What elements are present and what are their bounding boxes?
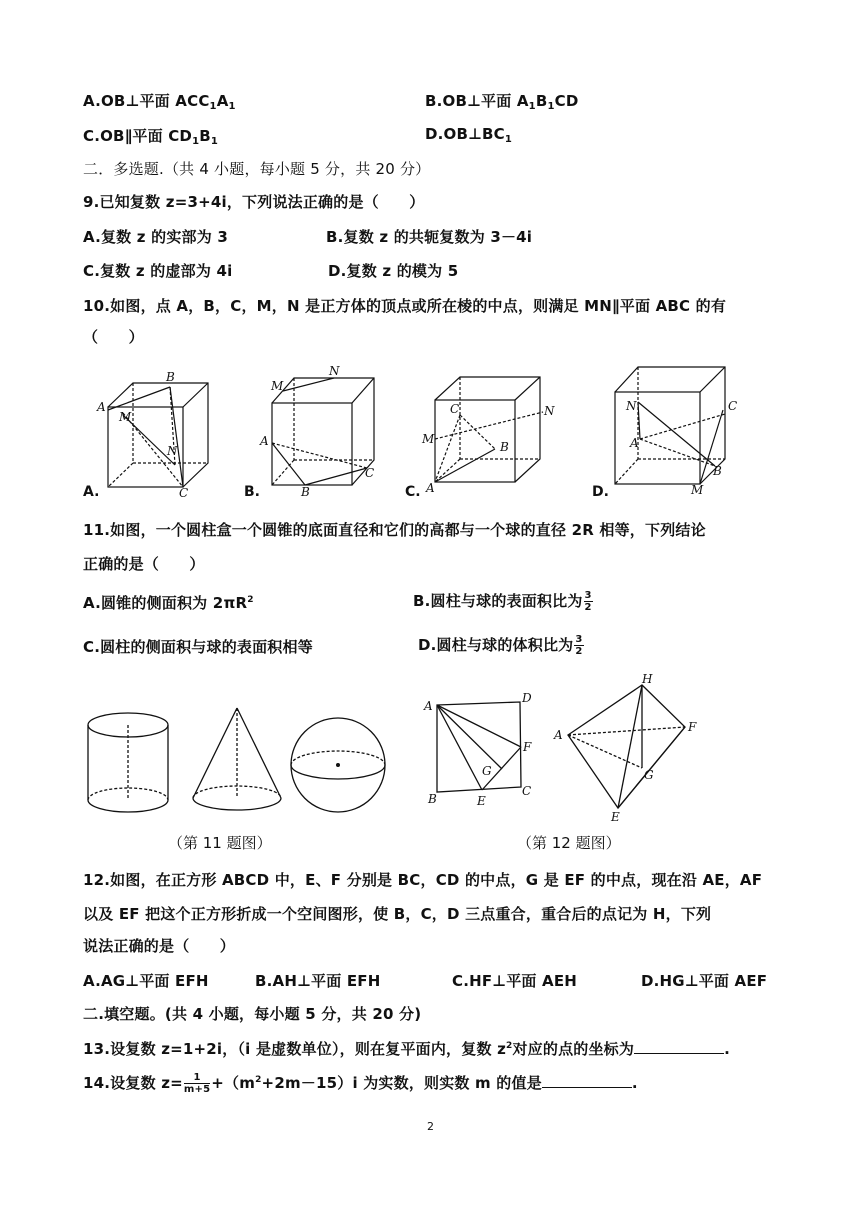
svg-text:A: A (554, 728, 563, 742)
q12-stem-3: 说法正确的是（ ） (83, 937, 236, 955)
svg-text:C: C (179, 486, 189, 500)
q14-stem: 14.设复数 z= $\frac{1}{m+5}$ $+(m^2+2m-15)i$ 为实数，则实数 m 的值是 . (83, 1072, 638, 1095)
q9-option-d: D.复数 z 的模为 5 (328, 262, 459, 280)
svg-text:A: A (424, 699, 433, 713)
q10-figure-d (605, 362, 745, 501)
q12-figure (420, 665, 710, 834)
q11-option-c: C.圆柱的侧面积与球的表面积相等 (83, 638, 313, 656)
svg-text:A: A (260, 434, 269, 448)
q11-option-b: B.圆柱与球的表面积比为 $\frac{3}{2}$ (413, 590, 592, 613)
svg-text:B: B (500, 440, 509, 454)
q10-figure-c (420, 367, 560, 501)
q11-option-a: A.圆锥的侧面积为 $2\pi R^2$ (83, 594, 254, 612)
q14-answer-blank[interactable] (542, 1073, 632, 1088)
section-multiple-choice-title: 二．多选题.（共 4 小题，每小题 5 分，共 20 分） (83, 160, 431, 178)
q12-option-d: D.HG⊥平面 AEF (641, 972, 768, 990)
q9-option-c: C.复数 z 的虚部为 4i (83, 262, 233, 280)
q12-stem: 12.如图，在正方形 ABCD 中，E、F 分别是 BC，CD 的中点，G 是 EF 的中点，现在沿 AE，AF (83, 871, 763, 889)
q9-option-b: B.复数 z 的共轭复数为 3－4i (326, 228, 533, 246)
q11-stem: 11.如图，一个圆柱盒一个圆锥的底面直径和它们的高都与一个球的直径 2R 相等，下列结论 (83, 521, 706, 539)
q10-label-d: D. (592, 484, 609, 500)
svg-text:G: G (482, 764, 492, 778)
svg-text:C: C (450, 402, 460, 416)
svg-text:N: N (626, 399, 637, 413)
q10-figure-b (257, 363, 382, 502)
svg-text:G: G (644, 768, 654, 782)
svg-text:M: M (422, 432, 435, 446)
svg-text:D: D (522, 691, 532, 705)
svg-text:M: M (691, 483, 704, 497)
q9-stem: 9.已知复数 z=3+4i，下列说法正确的是（ ） (83, 193, 425, 211)
q10-stem: 10.如图，点 A，B，C，M，N 是正方体的顶点或所在棱的中点，则满足 MN∥平面 ABC 的有 (83, 297, 727, 315)
svg-text:C: C (728, 399, 738, 413)
svg-text:N: N (167, 444, 178, 458)
q10-figure-a (95, 365, 215, 504)
svg-text:B: B (166, 370, 175, 384)
q8-option-d: $D.OB\perp BC_1$ (425, 125, 513, 145)
q13-stem: 13.设复数 z=1+2i，（i 是虚数单位），则在复平面内，复数 $z^2$对应的点的坐标为 . (83, 1040, 730, 1058)
svg-text:H: H (642, 672, 653, 686)
svg-text:C: C (365, 466, 375, 480)
q11-stem-2: 正确的是（ ） (83, 555, 205, 573)
svg-text:F: F (523, 740, 532, 754)
q10-stem-paren: （ ） (83, 328, 144, 346)
svg-text:A: A (630, 436, 639, 450)
svg-text:A: A (97, 400, 106, 414)
svg-text:N: N (329, 364, 340, 378)
svg-text:E: E (611, 810, 620, 824)
svg-text:B: B (301, 485, 310, 499)
q8-option-c: C.OB∥平面 $CD_1B_1$ (83, 127, 219, 147)
svg-text:A: A (426, 481, 435, 495)
q12-option-b: B.AH⊥平面 EFH (255, 972, 381, 990)
q12-option-c: C.HF⊥平面 AEH (452, 972, 578, 990)
q8-option-b: B.OB⊥平面 $A_1B_1CD$ (425, 92, 579, 112)
svg-text:B: B (428, 792, 437, 806)
q12-stem-2: 以及 EF 把这个正方形折成一个空间图形，使 B，C，D 三点重合，重合后的点记为 H，下列 (83, 905, 712, 923)
q11-option-d: D.圆柱与球的体积比为 $\frac{3}{2}$ (418, 634, 583, 657)
page-number: 2 (427, 1120, 434, 1133)
q12-option-a: A.AG⊥平面 EFH (83, 972, 209, 990)
svg-text:C: C (522, 784, 532, 798)
svg-text:E: E (477, 794, 486, 808)
q8-option-a: A.OB⊥平面 $ACC_1A_1$ (83, 92, 236, 112)
svg-text:F: F (688, 720, 697, 734)
q10-label-c: C. (405, 484, 421, 500)
svg-text:M: M (119, 410, 132, 424)
q10-label-b: B. (244, 484, 260, 500)
q13-answer-blank[interactable] (634, 1039, 724, 1054)
q12-figure-caption: （第 12 题图） (517, 834, 621, 852)
q10-label-a: A. (83, 484, 100, 500)
svg-text:M: M (271, 379, 284, 393)
q9-option-a: A.复数 z 的实部为 3 (83, 228, 229, 246)
svg-text:B: B (713, 464, 722, 478)
q11-figure-caption: （第 11 题图） (168, 834, 272, 852)
q11-figure (80, 700, 400, 819)
section-fill-in-title: 二.填空题。(共 4 小题，每小题 5 分，共 20 分) (83, 1005, 422, 1023)
svg-text:N: N (544, 404, 555, 418)
